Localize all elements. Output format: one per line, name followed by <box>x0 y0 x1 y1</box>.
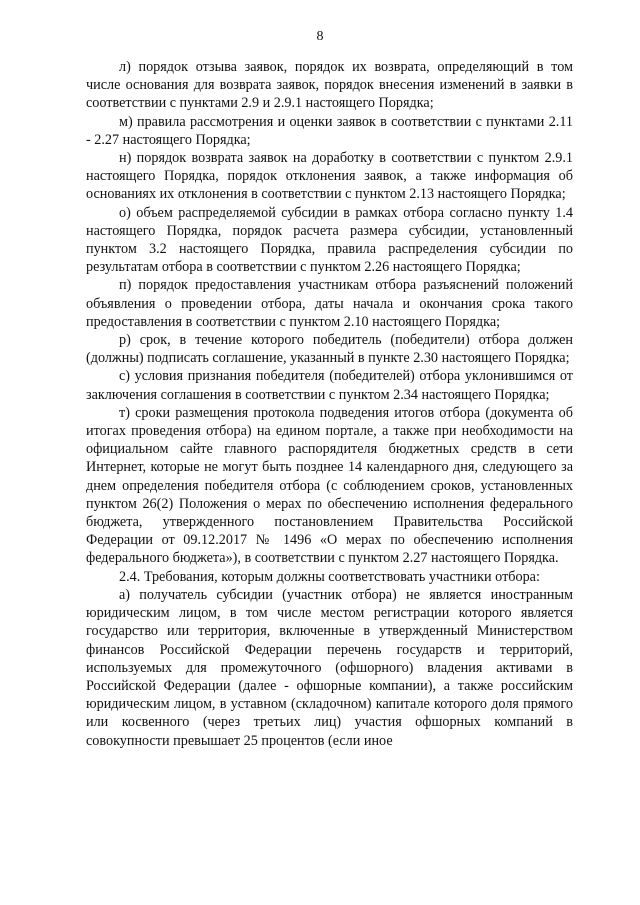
paragraph-p: п) порядок предоставления участникам отбора разъяснений положений объявления о проведении отбора, даты начала и окончания срока такого предоставления в соответствии с пунктом 2.10 настоящего Порядка; <box>86 277 573 330</box>
section-2-4-heading: 2.4. Требования, которым должны соответствовать участники отбора: <box>119 568 540 585</box>
paragraph-l: л) порядок отзыва заявок, порядок их возврата, определяющий в том числе основания для возврата заявок, порядок внесения изменений в заявки в соответствии с пунктами 2.9 и 2.9.1 настоящего Порядка; <box>86 59 573 112</box>
paragraph-o: о) объем распределяемой субсидии в рамках отбора согласно пункту 1.4 настоящего Порядка, порядок расчета размера субсидии, установленный пунктом 3.2 настоящего Порядка, правила распределения субсидии по результатам отбора в соответствии с пунктом 2.26 настоящего Порядка; <box>86 204 573 276</box>
document-body <box>86 58 573 750</box>
paragraph-r: р) срок, в течение которого победитель (победители) отбора должен (должны) подписать соглашение, указанный в пункте 2.30 настоящего Порядка; <box>86 332 573 367</box>
paragraph-s: с) условия признания победителя (победителей) отбора уклонившимся от заключения соглашения в соответствии с пунктом 2.34 настоящего Порядка; <box>86 368 573 403</box>
paragraph-a: а) получатель субсидии (участник отбора) не является иностранным юридическим лицом, в том числе местом регистрации которого является государство или территория, включенные в утвержденный Министерством финансов Российской Федерации перечень государств и территорий, используемых для промежуточного (офшорного) владения активами в Российской Федерации (далее - офшорные компании), а также российским юридическим лицом, в уставном (складочном) капитале которого доля прямого или косвенного (через третьих лиц) участия офшорных компаний в совокупности превышает 25 процентов (если иное <box>86 586 573 749</box>
paragraph-m: м) правила рассмотрения и оценки заявок в соответствии с пунктами 2.11 - 2.27 настоящего Порядка; <box>86 113 573 148</box>
page-number: 8 <box>316 29 324 44</box>
paragraph-n: н) порядок возврата заявок на доработку в соответствии с пунктом 2.9.1 настоящего Порядка, порядок отклонения заявок, а также информация об основаниях их отклонения в соответствии с пунктом 2.13 настоящего Порядка; <box>86 150 573 203</box>
paragraph-t: т) сроки размещения протокола подведения итогов отбора (документа об итогах проведения отбора) на едином портале, а также при необходимости на официальном сайте главного распорядителя бюджетных средств в сети Интернет, которые не могут быть позднее 14 календарного дня, следующего за днем определения победителя отбора (с соблюдением сроков, установленных пунктом 26(2) Положения о мерах по обеспечению исполнения федерального бюджета, утвержденного постановлением Правительства Российской Федерации от 09.12.2017 № 1496 «О мерах по обеспечению исполнения федерального бюджета»), в соответствии с пунктом 2.27 настоящего Порядка. <box>86 404 573 567</box>
